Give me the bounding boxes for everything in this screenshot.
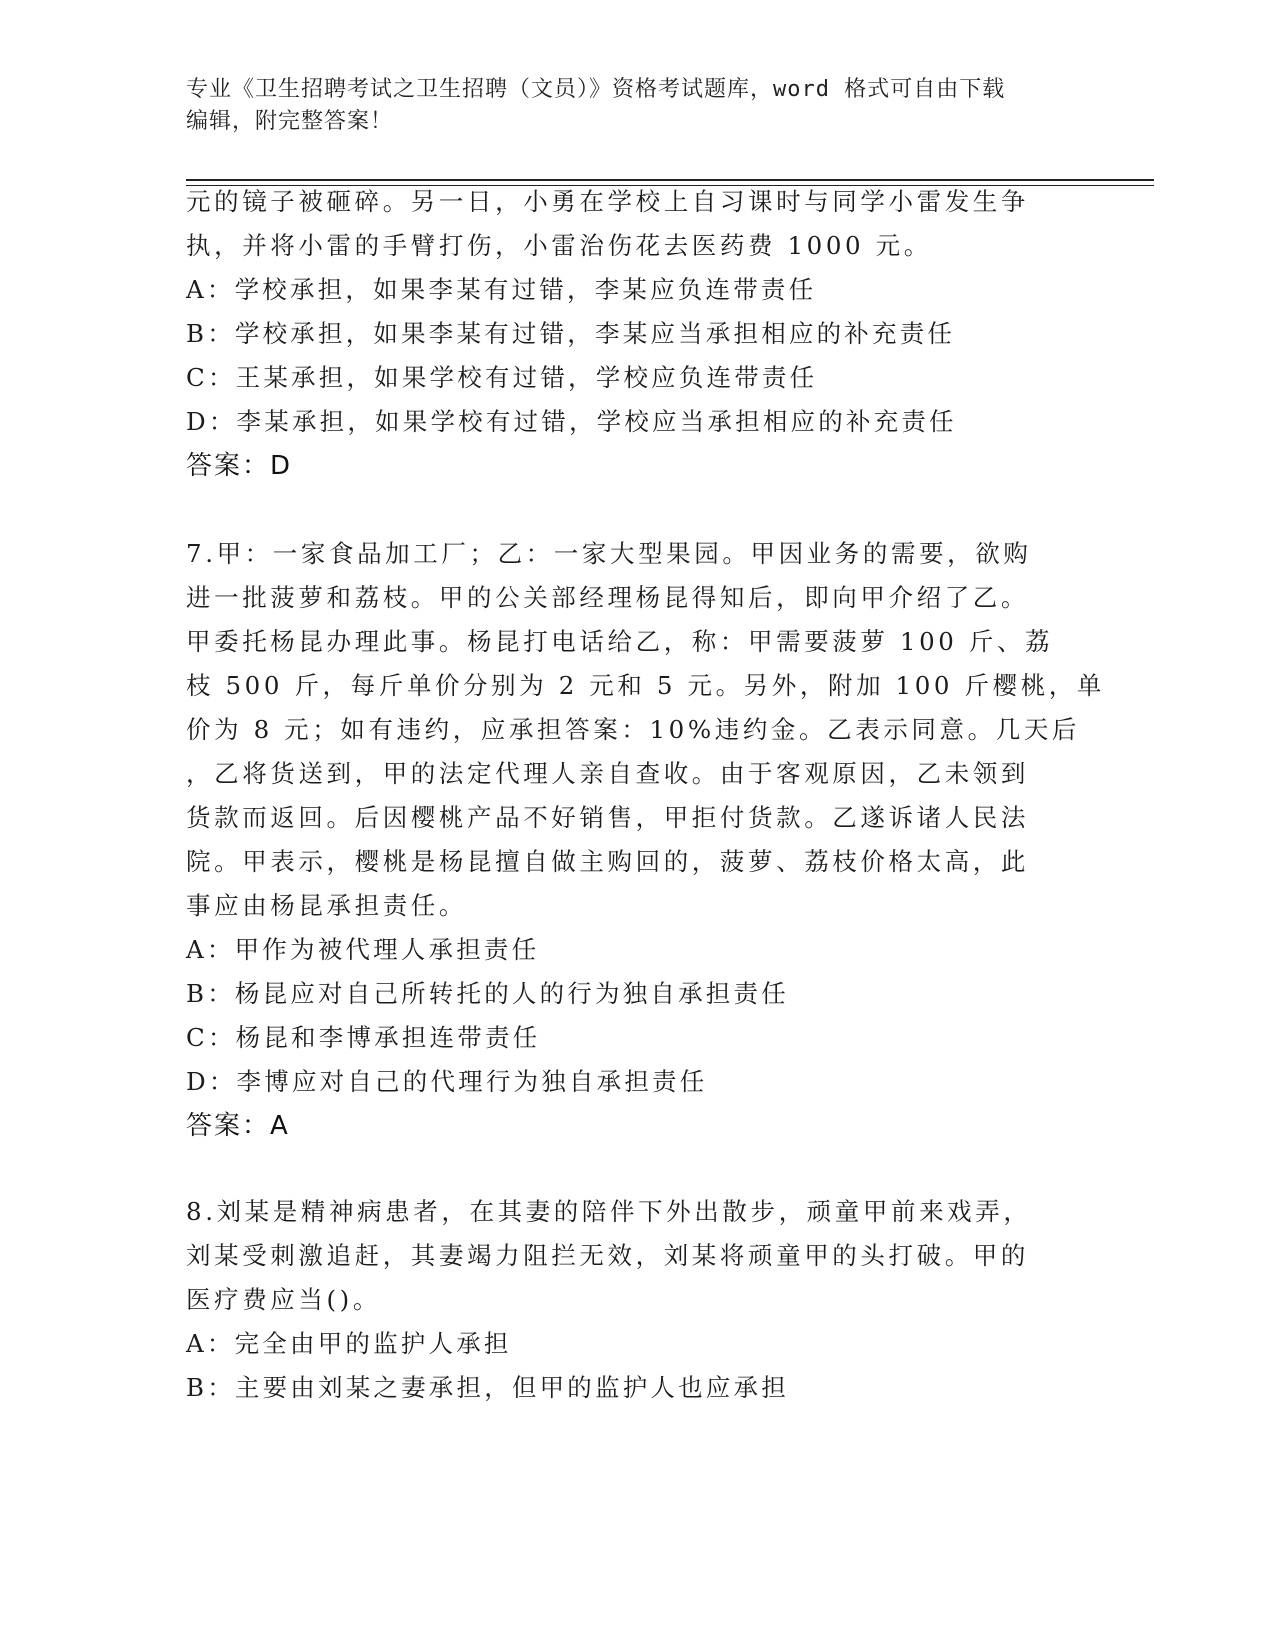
question-stem-line: 价为 8 元；如有违约，应承担答案：10%违约金。乙表示同意。几天后 bbox=[186, 715, 1081, 744]
question-stem-line: ，乙将货送到，甲的法定代理人亲自查收。由于客观原因，乙未领到 bbox=[186, 759, 1029, 788]
question-stem-line: 元的镜子被砸碎。另一日，小勇在学校上自习课时与同学小雷发生争 bbox=[186, 187, 1029, 216]
option-a: A：学校承担，如果李某有过错，李某应负连带责任 bbox=[186, 275, 817, 304]
option-b: B：学校承担，如果李某有过错，李某应当承担相应的补充责任 bbox=[186, 319, 956, 348]
option-d: D：李博应对自己的代理行为独自承担责任 bbox=[186, 1067, 708, 1096]
header-line-2: 编辑，附完整答案！ bbox=[186, 109, 394, 134]
option-c: C：王某承担，如果学校有过错，学校应负连带责任 bbox=[186, 363, 818, 392]
header-line-1: 专业《卫生招聘考试之卫生招聘（文员）》资格考试题库，word 格式可自由下载 bbox=[186, 77, 1006, 102]
answer-label: 答案：A bbox=[186, 1111, 290, 1141]
question-stem-line: 枝 500 斤，每斤单价分别为 2 元和 5 元。另外，附加 100 斤樱桃，单 bbox=[186, 671, 1106, 700]
document-header bbox=[186, 74, 1086, 138]
option-a: A：甲作为被代理人承担责任 bbox=[186, 935, 540, 964]
option-c: C：杨昆和李博承担连带责任 bbox=[186, 1023, 541, 1052]
option-a: A：完全由甲的监护人承担 bbox=[186, 1329, 512, 1358]
option-b: B：杨昆应对自己所转托的人的行为独自承担责任 bbox=[186, 979, 789, 1008]
question-stem-line: 进一批菠萝和荔枝。甲的公关部经理杨昆得知后，即向甲介绍了乙。 bbox=[186, 583, 1029, 612]
question-stem-line: 事应由杨昆承担责任。 bbox=[186, 891, 467, 920]
question-stem-line: 甲委托杨昆办理此事。杨昆打电话给乙，称：甲需要菠萝 100 斤、荔 bbox=[186, 627, 1054, 656]
option-b: B：主要由刘某之妻承担，但甲的监护人也应承担 bbox=[186, 1373, 789, 1402]
question-stem-line: 刘某受刺激追赶，其妻竭力阻拦无效，刘某将顽童甲的头打破。甲的 bbox=[186, 1241, 1029, 1270]
question-stem-line: 医疗费应当()。 bbox=[186, 1285, 381, 1314]
option-d: D：李某承担，如果学校有过错，学校应当承担相应的补充责任 bbox=[186, 407, 957, 436]
question-stem-line: 货款而返回。后因樱桃产品不好销售，甲拒付货款。乙遂诉诸人民法 bbox=[186, 803, 1029, 832]
question-stem-line: 7.甲：一家食品加工厂；乙：一家大型果园。甲因业务的需要，欲购 bbox=[186, 539, 1032, 568]
question-stem-line: 院。甲表示，樱桃是杨昆擅自做主购回的，菠萝、荔枝价格太高，此 bbox=[186, 847, 1029, 876]
answer-label: 答案：D bbox=[186, 451, 293, 481]
question-stem-line: 8.刘某是精神病患者，在其妻的陪伴下外出散步，顽童甲前来戏弄， bbox=[186, 1197, 1032, 1226]
header-rule-thick bbox=[186, 179, 1154, 181]
question-stem-line: 执，并将小雷的手臂打伤，小雷治伤花去医药费 1000 元。 bbox=[186, 231, 932, 260]
